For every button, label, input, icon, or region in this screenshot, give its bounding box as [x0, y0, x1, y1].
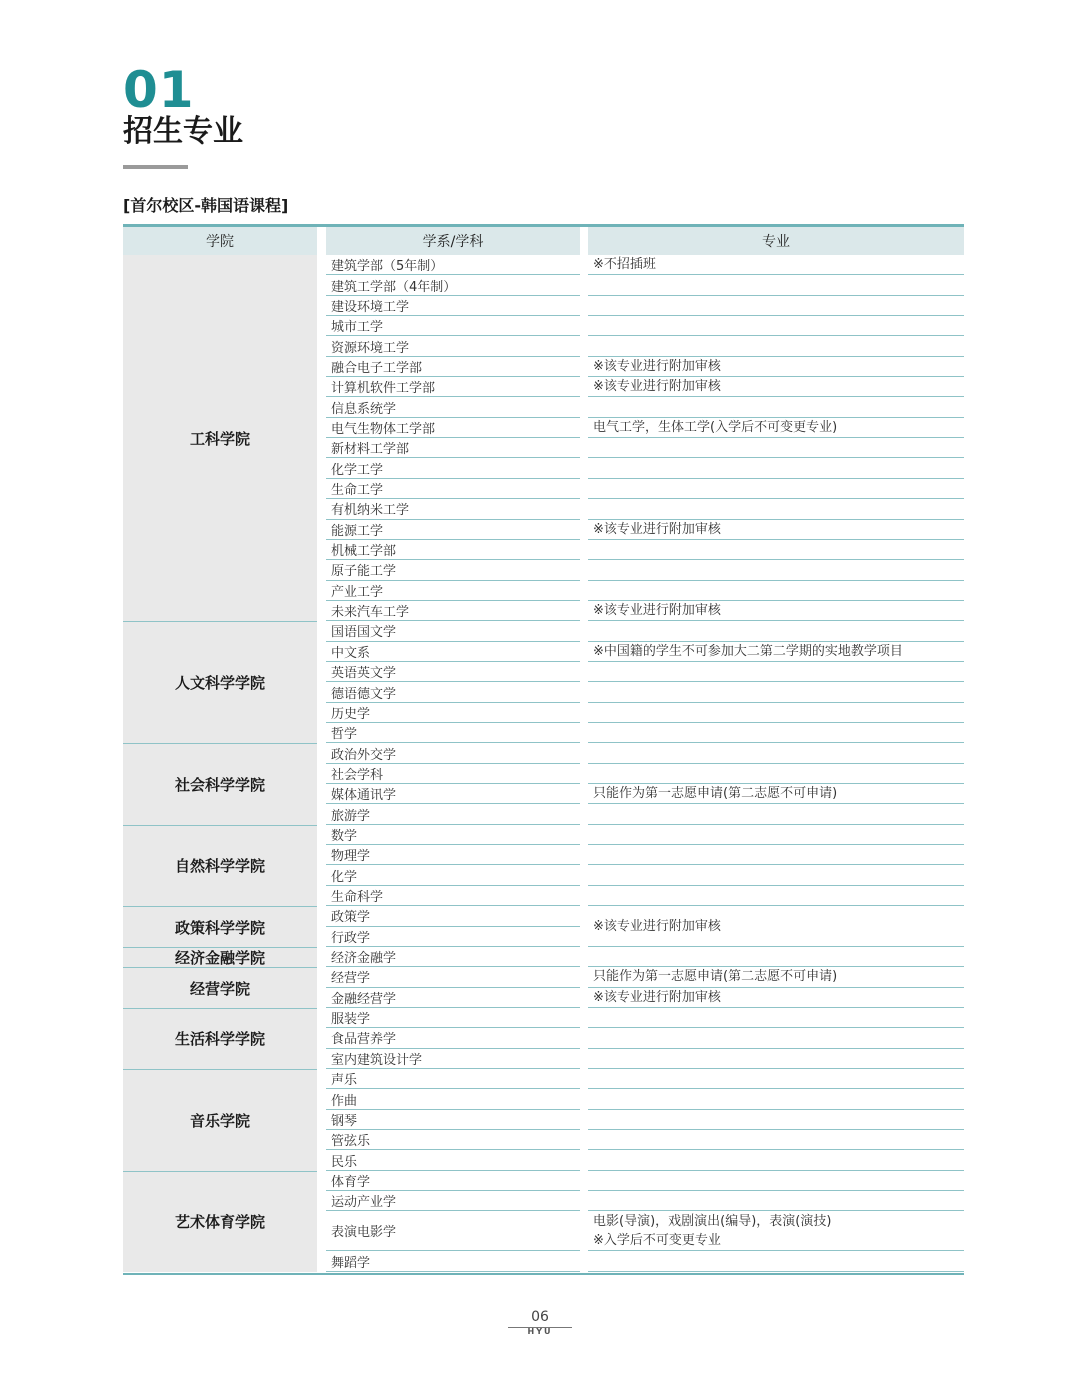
header-department: 学系/学科 — [326, 227, 580, 255]
major-cell — [588, 764, 964, 784]
major-cell — [588, 296, 964, 316]
college-cell — [123, 743, 317, 824]
college-name: 人文科学学院 — [174, 674, 265, 693]
major-cell — [588, 336, 964, 356]
major-cell — [588, 784, 964, 804]
major-cell — [588, 988, 964, 1008]
major-cell — [588, 357, 964, 377]
department-cell: 计算机软件工学部 — [326, 377, 580, 397]
major-cell — [588, 479, 964, 499]
brand-mark: HYU — [527, 1327, 553, 1336]
department-cell: 管弦乐 — [326, 1130, 580, 1150]
department-cell: 中文系 — [326, 642, 580, 662]
college-name: 经营学院 — [189, 979, 250, 998]
department-cell: 社会学科 — [326, 764, 580, 784]
department-cell: 未来汽车工学 — [326, 601, 580, 621]
major-cell — [588, 804, 964, 824]
department-cell: 产业工学 — [326, 581, 580, 601]
department-cell: 机械工学部 — [326, 540, 580, 560]
college-name: 社会科学学院 — [174, 776, 265, 795]
major-cell — [588, 255, 964, 275]
major-note: ※该专业进行附加审核 — [593, 379, 721, 395]
major-cell — [588, 743, 964, 763]
major-cell — [588, 845, 964, 865]
college-cell — [123, 621, 317, 743]
major-cell — [588, 682, 964, 702]
major-cell — [588, 1008, 964, 1028]
college-name: 生活科学学院 — [174, 1030, 265, 1049]
department-cell: 原子能工学 — [326, 560, 580, 580]
major-cell — [588, 967, 964, 987]
major-cell — [588, 1251, 964, 1271]
department-cell: 资源环境工学 — [326, 336, 580, 356]
major-cell — [588, 520, 964, 540]
department-cell: 作曲 — [326, 1089, 580, 1109]
department-cell: 生命科学 — [326, 886, 580, 906]
department-cell: 有机纳米工学 — [326, 499, 580, 519]
section-number: 01 — [123, 61, 195, 119]
table-bottom-rule — [123, 1273, 964, 1275]
department-cell: 表演电影学 — [326, 1211, 580, 1251]
major-cell — [588, 906, 964, 947]
department-cell: 生命工学 — [326, 479, 580, 499]
major-cell — [588, 1089, 964, 1109]
major-cell — [588, 459, 964, 479]
major-cell — [588, 581, 964, 601]
major-note: ※该专业进行附加审核 — [593, 989, 721, 1005]
department-cell: 德语德文学 — [326, 682, 580, 702]
major-note: 只能作为第一志愿申请(第二志愿不可申请) — [593, 969, 838, 985]
department-cell: 媒体通讯学 — [326, 784, 580, 804]
college-name: 政策科学学院 — [174, 918, 265, 937]
major-note: ※入学后不可变更专业 — [593, 1232, 721, 1248]
college-cell — [123, 1171, 317, 1272]
department-cell: 融合电子工学部 — [326, 357, 580, 377]
college-cell — [123, 1069, 317, 1171]
major-cell — [588, 1049, 964, 1069]
title-underline — [123, 165, 188, 169]
department-cell: 建筑学部（5年制） — [326, 255, 580, 275]
department-cell: 化学 — [326, 866, 580, 886]
college-name: 音乐学院 — [189, 1111, 250, 1130]
header-college: 学院 — [123, 227, 317, 255]
department-cell: 服装学 — [326, 1008, 580, 1028]
department-cell: 哲学 — [326, 723, 580, 743]
major-cell — [588, 1069, 964, 1089]
major-cell — [588, 397, 964, 417]
major-cell — [588, 540, 964, 560]
major-note: ※该专业进行附加审核 — [593, 521, 721, 537]
major-cell — [588, 866, 964, 886]
college-cell — [123, 825, 317, 906]
major-cell — [588, 886, 964, 906]
major-note: ※该专业进行附加审核 — [593, 358, 721, 374]
department-cell: 声乐 — [326, 1069, 580, 1089]
department-cell: 室内建筑设计学 — [326, 1049, 580, 1069]
major-cell — [588, 1191, 964, 1211]
campus-course-subtitle: [首尔校区-韩国语课程] — [123, 196, 289, 215]
college-cell — [123, 947, 317, 967]
major-cell — [588, 316, 964, 336]
department-cell: 电气生物体工学部 — [326, 418, 580, 438]
department-cell: 新材料工学部 — [326, 438, 580, 458]
college-cell — [123, 906, 317, 947]
department-cell: 食品营养学 — [326, 1028, 580, 1048]
page-number: 06 — [531, 1309, 549, 1325]
department-cell: 国语国文学 — [326, 621, 580, 641]
department-cell: 舞蹈学 — [326, 1251, 580, 1271]
college-name: 经济金融学院 — [174, 949, 265, 968]
major-cell — [588, 947, 964, 967]
major-cell — [588, 1130, 964, 1150]
department-cell: 城市工学 — [326, 316, 580, 336]
major-cell — [588, 642, 964, 662]
major-cell — [588, 377, 964, 397]
department-cell: 建设环境工学 — [326, 296, 580, 316]
department-cell: 化学工学 — [326, 459, 580, 479]
department-cell: 行政学 — [326, 927, 580, 947]
section-title: 招生专业 — [123, 114, 243, 149]
department-cell: 旅游学 — [326, 804, 580, 824]
major-cell — [588, 1028, 964, 1048]
major-note: ※中国籍的学生不可参加大二第二学期的实地教学项目 — [593, 643, 903, 659]
major-cell — [588, 418, 964, 438]
major-note: ※该专业进行附加审核 — [593, 603, 721, 619]
header-major: 专业 — [588, 227, 964, 255]
major-note: 电影(导演)，戏剧演出(编导)，表演(演技) — [593, 1213, 832, 1229]
department-cell: 运动产业学 — [326, 1191, 580, 1211]
major-cell — [588, 723, 964, 743]
major-note: ※该专业进行附加审核 — [593, 918, 721, 934]
major-note: 只能作为第一志愿申请(第二志愿不可申请) — [593, 786, 838, 802]
department-cell: 政策学 — [326, 906, 580, 926]
department-cell: 体育学 — [326, 1171, 580, 1191]
department-cell: 金融经营学 — [326, 988, 580, 1008]
major-cell — [588, 438, 964, 458]
major-note: ※不招插班 — [593, 257, 656, 273]
major-cell — [588, 825, 964, 845]
college-name: 艺术体育学院 — [174, 1213, 265, 1232]
major-cell — [588, 601, 964, 621]
major-cell — [588, 275, 964, 295]
department-cell: 政治外交学 — [326, 743, 580, 763]
major-cell — [588, 662, 964, 682]
department-cell: 物理学 — [326, 845, 580, 865]
department-cell: 经营学 — [326, 967, 580, 987]
college-cell — [123, 255, 317, 621]
major-note: 电气工学，生体工学(入学后不可变更专业) — [593, 419, 838, 435]
college-name: 自然科学学院 — [174, 857, 265, 876]
college-name: 工科学院 — [189, 429, 250, 448]
college-cell — [123, 1008, 317, 1069]
department-cell: 能源工学 — [326, 520, 580, 540]
major-cell — [588, 560, 964, 580]
college-cell — [123, 967, 317, 1008]
department-cell: 数学 — [326, 825, 580, 845]
department-cell: 英语英文学 — [326, 662, 580, 682]
major-cell — [588, 1171, 964, 1191]
department-cell: 钢琴 — [326, 1110, 580, 1130]
department-cell: 建筑工学部（4年制） — [326, 275, 580, 295]
department-cell: 经济金融学 — [326, 947, 580, 967]
department-cell: 民乐 — [326, 1150, 580, 1170]
major-cell — [588, 1150, 964, 1170]
major-cell — [588, 499, 964, 519]
major-cell — [588, 1211, 964, 1251]
major-cell — [588, 621, 964, 641]
major-cell — [588, 1110, 964, 1130]
department-cell: 历史学 — [326, 703, 580, 723]
major-cell — [588, 703, 964, 723]
department-cell: 信息系统学 — [326, 397, 580, 417]
